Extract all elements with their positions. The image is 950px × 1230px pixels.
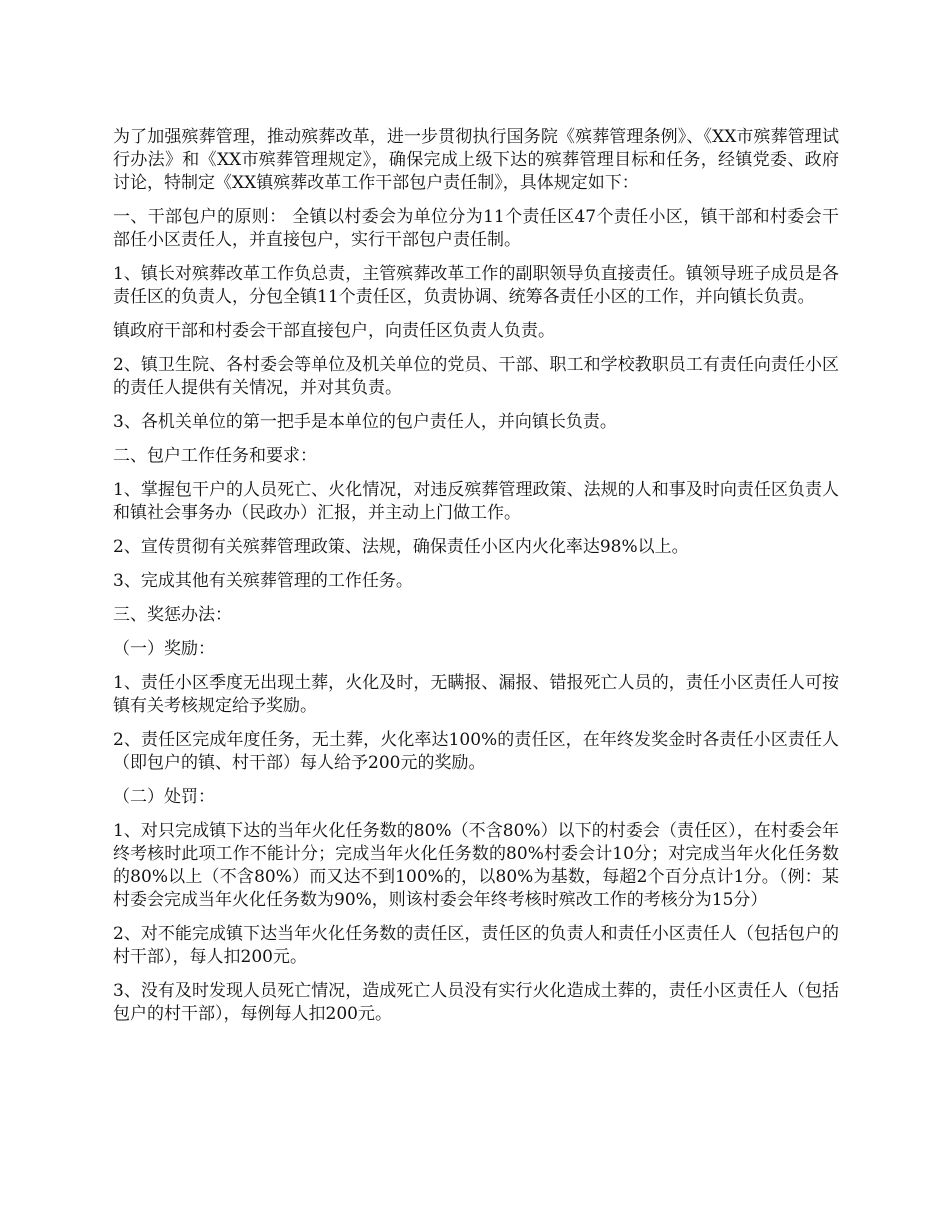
section-1-note: 镇政府干部和村委会干部直接包户，向责任区负责人负责。 <box>113 321 555 341</box>
penalty-subheading: （二）处罚： <box>113 787 215 807</box>
reward-item-2: 2、责任区完成年度任务，无土葬，火化率达100%的责任区，在年终发奖金时各责任小区责任人（即包户的镇、村干部）每人给予200元的奖励。 <box>113 730 839 773</box>
section-1-item-2: 2、镇卫生院、各村委会等单位及机关单位的党员、干部、职工和学校教职员工有责任向责任小区的责任人提供有关情况，并对其负责。 <box>113 355 839 398</box>
section-3-heading: 三、奖惩办法： <box>113 605 232 625</box>
section-1-item-1: 1、镇长对殡葬改革工作负总责，主管殡葬改革工作的副职领导负直接责任。镇领导班子成员是各责任区的负责人，分包全镇11个责任区，负责协调、统筹各责任小区的工作，并向镇长负责。 <box>113 264 839 307</box>
penalty-item-2: 2、对不能完成镇下达当年火化任务数的责任区，责任区的负责人和责任小区责任人（包括包户的村干部），每人扣200元。 <box>113 924 839 967</box>
reward-item-1: 1、责任小区季度无出现土葬，火化及时，无瞒报、漏报、错报死亡人员的，责任小区责任人可按镇有关考核规定给予奖励。 <box>113 673 839 716</box>
section-1-heading-paragraph: 一、干部包户的原则： 全镇以村委会为单位分为11个责任区47个责任小区，镇干部和村委会干部任小区责任人，并直接包户，实行干部包户责任制。 <box>113 207 839 250</box>
intro-paragraph: 为了加强殡葬管理，推动殡葬改革，进一步贯彻执行国务院《殡葬管理条例》、《XX市殡葬管理试行办法》和《XX市殡葬管理规定》，确保完成上级下达的殡葬管理目标和任务，经镇党委、政府讨论，特制定《XX镇殡葬改革工作干部包户责任制》，具体规定如下： <box>113 127 839 193</box>
section-1-item-3: 3、各机关单位的第一把手是本单位的包户责任人，并向镇长负责。 <box>113 412 617 432</box>
section-2-item-2: 2、宣传贯彻有关殡葬管理政策、法规，确保责任小区内火化率达98%以上。 <box>113 537 689 557</box>
section-2-heading: 二、包户工作任务和要求： <box>113 446 317 466</box>
penalty-item-1: 1、对只完成镇下达的当年火化任务数的80%（不含80%）以下的村委会（责任区），在村委会年终考核时此项工作不能计分；完成当年火化任务数的80%村委会计10分；对完成当年火化任务数的80%以上（不含80%）而又达不到100%的，以80%为基数，每超2个百分点计1分。（例：某村委会完成当年火化任务数为90%，则该村委会年终考核时殡改工作的考核分为15分） <box>113 821 839 910</box>
section-2-item-1: 1、掌握包干户的人员死亡、火化情况，对违反殡葬管理政策、法规的人和事及时向责任区负责人和镇社会事务办（民政办）汇报，并主动上门做工作。 <box>113 480 839 523</box>
section-2-item-3: 3、完成其他有关殡葬管理的工作任务。 <box>113 571 413 591</box>
reward-subheading: （一）奖励： <box>113 639 215 659</box>
document-body <box>113 126 839 1037</box>
penalty-item-3: 3、没有及时发现人员死亡情况，造成死亡人员没有实行火化造成土葬的，责任小区责任人（包括包户的村干部），每例每人扣200元。 <box>113 981 839 1024</box>
